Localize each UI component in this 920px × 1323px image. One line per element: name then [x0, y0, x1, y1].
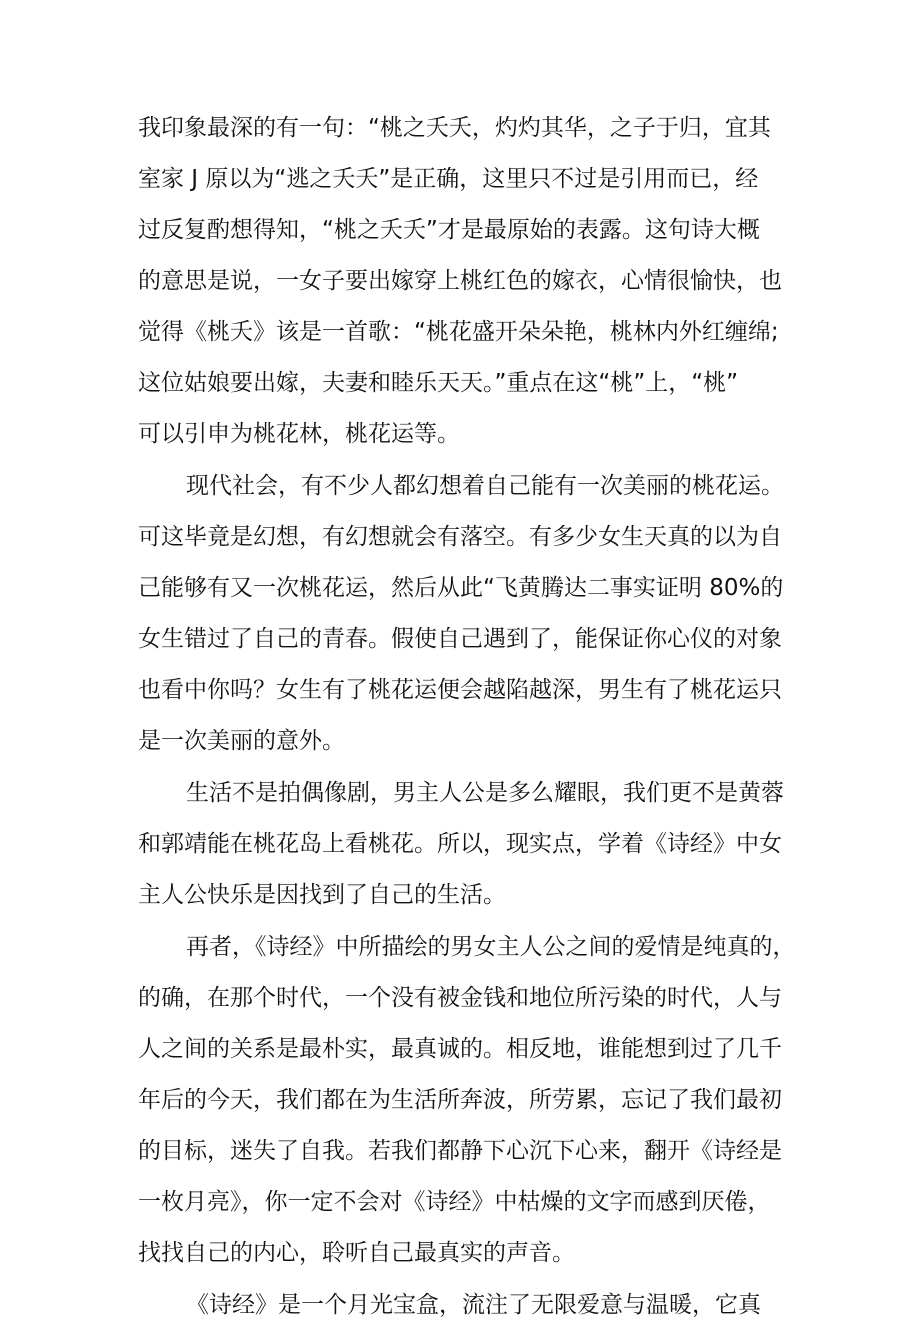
text-line-10: 己能够有又一次桃花运，然后从此“飞黄腾达二事实证明 80%的: [138, 575, 784, 601]
text-line-4: 的意思是说，一女子要出嫁穿上桃红色的嫁衣，心情很愉快，也: [138, 268, 782, 294]
text-line-7: 可以引申为桃花林，桃花运等。: [138, 421, 460, 447]
text-line-9: 可这毕竟是幻想，有幻想就会有落空。有多少女生天真的以为自: [138, 524, 782, 550]
text-line-20: 年后的今天，我们都在为生活所奔波，所劳累，忘记了我们最初: [138, 1087, 782, 1113]
text-line-2: 室家 J 原以为“逃之夭夭”是正确，这里只不过是引用而已，经: [138, 166, 759, 192]
text-line-22: 一枚月亮》，你一定不会对《诗经》中枯燥的文字而感到厌倦，: [138, 1189, 771, 1215]
text-line-19: 人之间的关系是最朴实，最真诚的。相反地，谁能想到过了几千: [138, 1036, 782, 1062]
text-line-14: 生活不是拍偶像剧，男主人公是多么耀眼，我们更不是黄蓉: [186, 780, 784, 806]
text-line-13: 是一次美丽的意外。: [138, 728, 345, 754]
text-line-24: 《诗经》是一个月光宝盒，流注了无限爱意与温暖，它真: [186, 1292, 761, 1318]
text-line-6: 这位姑娘要出嫁，夫妻和睦乐天天。”重点在这“桃”上，“桃”: [138, 370, 739, 396]
text-line-15: 和郭靖能在桃花岛上看桃花。所以，现实点，学着《诗经》中女: [138, 831, 782, 857]
text-line-1: 我印象最深的有一句：“桃之夭夭，灼灼其华，之子于归，宜其: [138, 115, 771, 141]
text-line-23: 找找自己的内心，聆听自己最真实的声音。: [138, 1240, 575, 1266]
text-line-16: 主人公快乐是因找到了自己的生活。: [138, 882, 506, 908]
text-line-18: 的确，在那个时代，一个没有被金钱和地位所污染的时代，人与: [138, 985, 782, 1011]
text-line-17: 再者，《诗经》中所描绘的男女主人公之间的爱情是纯真的，: [186, 934, 796, 960]
text-line-5: 觉得《桃夭》该是一首歌：“桃花盛开朵朵艳，桃林内外红缠绵;: [138, 319, 779, 345]
text-line-12: 也看中你吗？女生有了桃花运便会越陷越深，男生有了桃花运只: [138, 677, 782, 703]
text-line-8: 现代社会，有不少人都幻想着自己能有一次美丽的桃花运。: [186, 473, 784, 499]
text-line-21: 的目标，迷失了自我。若我们都静下心沉下心来，翻开《诗经是: [138, 1138, 782, 1164]
text-line-3: 过反复酌想得知，“桃之夭夭”才是最原始的表露。这句诗大概: [138, 217, 760, 243]
text-line-11: 女生错过了自己的青春。假使自己遇到了，能保证你心仪的对象: [138, 626, 782, 652]
